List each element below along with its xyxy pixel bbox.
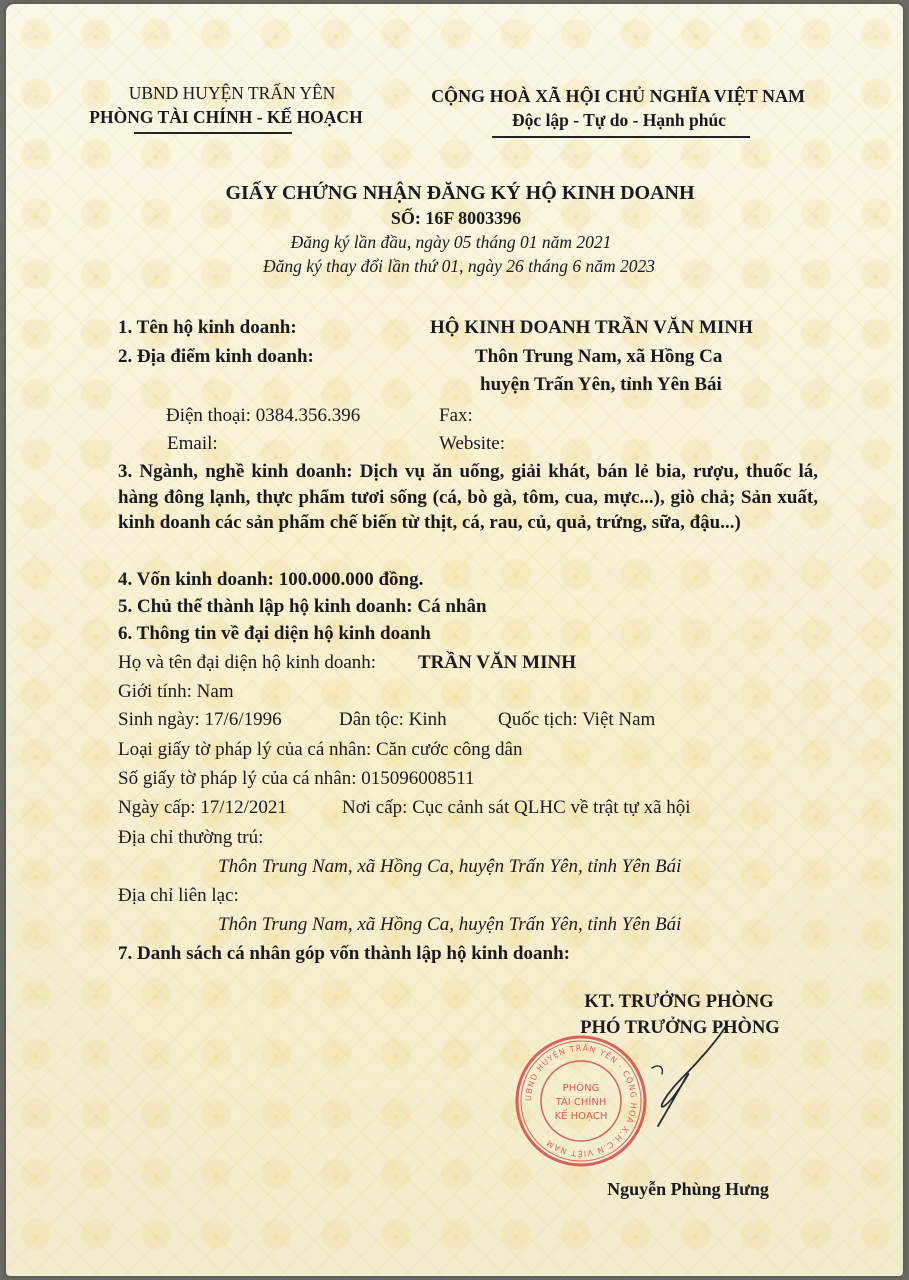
representative-name: TRẦN VĂN MINH <box>418 652 576 673</box>
change-registration-date: Đăng ký thay đổi lần thứ 01, ngày 26 tháng 6 năm 2023 <box>262 256 656 276</box>
document-number: SỐ: 16F 8003396 <box>390 208 522 228</box>
header-left-underline <box>134 132 292 134</box>
certificate-page <box>6 4 903 1276</box>
id-type-field: Loại giấy tờ pháp lý của cá nhân: Căn cước công dân <box>118 739 523 760</box>
issue-place-field: Nơi cấp: Cục cảnh sát QLHC về trật tự xã hội <box>342 797 691 818</box>
issue-date-field: Ngày cấp: 17/12/2021 <box>118 797 287 818</box>
business-lines-paragraph <box>118 459 818 536</box>
business-lines-label: 3. Ngành, nghề kinh doanh: <box>118 461 353 482</box>
representative-section-label: 6. Thông tin về đại diện hộ kinh doanh <box>118 623 431 644</box>
email-field: Email: <box>167 433 218 454</box>
header-right-underline <box>492 136 750 138</box>
seal-line-3: KẾ HOẠCH <box>554 1111 608 1122</box>
fax-field: Fax: <box>439 405 473 426</box>
ethnicity-field: Dân tộc: Kinh <box>339 709 447 730</box>
business-location-label: 2. Địa điểm kinh doanh: <box>118 346 314 367</box>
seal-line-1: PHÒNG <box>562 1083 600 1094</box>
signature-title-1: KT. TRƯỞNG PHÒNG <box>584 992 774 1012</box>
business-address-line1: Thôn Trung Nam, xã Hồng Ca <box>475 346 723 367</box>
business-name-label: 1. Tên hộ kinh doanh: <box>118 317 297 338</box>
permanent-address-label: Địa chỉ thường trú: <box>118 827 264 848</box>
document-title: GIẤY CHỨNG NHẬN ĐĂNG KÝ HỘ KINH DOANH <box>225 182 695 204</box>
signature-title-2: PHÓ TRƯỞNG PHÒNG <box>580 1018 780 1038</box>
seal-ring-text: UBND HUYỆN TRẤN YÊN - CỘNG HOÀ X.H.C.N VIỆT NAM <box>523 1043 639 1159</box>
dob-field: Sinh ngày: 17/6/1996 <box>118 709 282 730</box>
id-number-field: Số giấy tờ pháp lý của cá nhân: 015096008511 <box>118 768 475 789</box>
business-name-value: HỘ KINH DOANH TRẦN VĂN MINH <box>430 317 753 338</box>
representative-name-label: Họ và tên đại diện hộ kinh doanh: <box>118 652 377 673</box>
website-field: Website: <box>439 433 506 454</box>
contact-address: Thôn Trung Nam, xã Hồng Ca, huyện Trấn Yên, tỉnh Yên Bái <box>218 914 682 935</box>
business-lines-text: Dịch vụ ăn uống, giải khát, bán lẻ bia, rượu, thuốc lá, hàng đông lạnh, thực phẩm tươi sống (cá, bò gà, tôm, cua, mực...), giò chả; Sản xuất, kinh doanh các sản phẩm chế biến từ thịt, cá, rau, củ, quả, trứng, sữa, đậu...) <box>118 461 818 533</box>
country-motto: Độc lập - Tự do - Hạnh phúc <box>512 110 726 130</box>
phone-field: Điện thoại: 0384.356.396 <box>166 405 361 426</box>
first-registration-date: Đăng ký lần đầu, ngày 05 tháng 01 năm 2021 <box>290 232 612 252</box>
handwritten-signature <box>566 1014 766 1134</box>
business-address-line2: huyện Trấn Yên, tỉnh Yên Bái <box>480 374 722 395</box>
issuing-authority: UBND HUYỆN TRẤN YÊN <box>128 83 336 103</box>
founder-type: 5. Chủ thể thành lập hộ kinh doanh: Cá nhân <box>118 596 487 617</box>
business-capital: 4. Vốn kinh doanh: 100.000.000 đồng. <box>118 569 424 590</box>
contact-address-label: Địa chỉ liên lạc: <box>118 885 239 906</box>
issuing-department: PHÒNG TÀI CHÍNH - KẾ HOẠCH <box>89 107 363 127</box>
signer-name: Nguyễn Phùng Hưng <box>607 1179 769 1199</box>
permanent-address: Thôn Trung Nam, xã Hồng Ca, huyện Trấn Yên, tỉnh Yên Bái <box>218 856 682 877</box>
nationality-field: Quốc tịch: Việt Nam <box>498 709 656 730</box>
country-title: CỘNG HOÀ XÃ HỘI CHỦ NGHĨA VIỆT NAM <box>431 86 805 106</box>
capital-contributors-label: 7. Danh sách cá nhân góp vốn thành lập hộ kinh doanh: <box>118 943 570 964</box>
gender-field: Giới tính: Nam <box>118 681 234 702</box>
seal-line-2: TÀI CHÍNH <box>555 1097 607 1108</box>
